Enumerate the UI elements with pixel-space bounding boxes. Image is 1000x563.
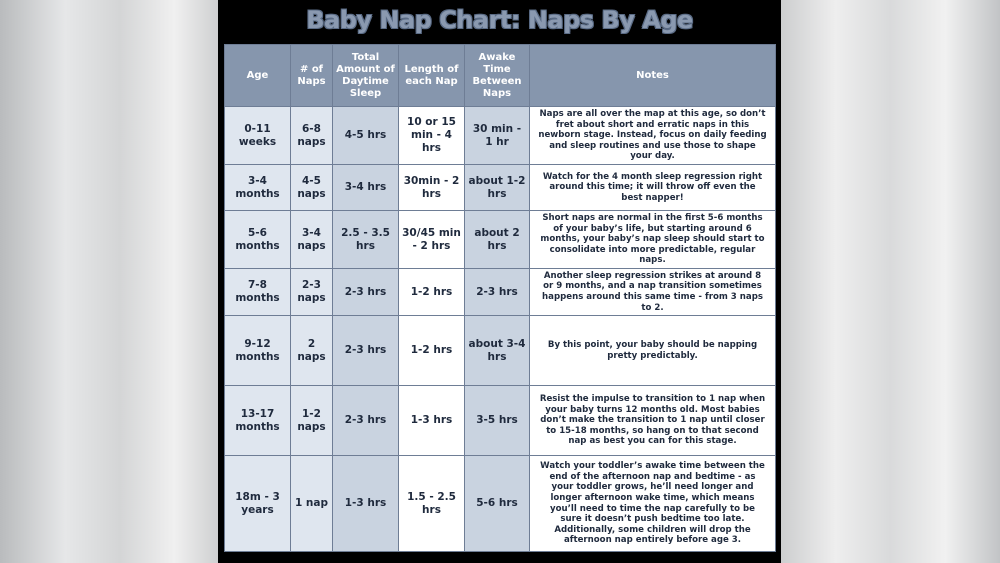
- table-row: [225, 456, 776, 552]
- nap-chart-table: [224, 44, 776, 552]
- table-row: [225, 211, 776, 269]
- cell-naps: 3-4 naps: [291, 211, 333, 269]
- cell-length: 10 or 15 min - 4 hrs: [399, 107, 465, 165]
- cell-age: 7-8 months: [225, 269, 291, 316]
- cell-notes: Resist the impulse to transition to 1 nap when your baby turns 12 months old. Most babies don’t make the transition to 1 nap until closer to 15-18 months, so hang on to that second nap as best you can for this stage.: [530, 386, 776, 456]
- blurred-background-right: [781, 0, 1000, 563]
- cell-naps: 4-5 naps: [291, 165, 333, 211]
- cell-age: 0-11 weeks: [225, 107, 291, 165]
- cell-naps: 1-2 naps: [291, 386, 333, 456]
- cell-length: 1.5 - 2.5 hrs: [399, 456, 465, 552]
- cell-length: 1-2 hrs: [399, 316, 465, 386]
- cell-age: 9-12 months: [225, 316, 291, 386]
- cell-length: 30min - 2 hrs: [399, 165, 465, 211]
- cell-notes: Another sleep regression strikes at around 8 or 9 months, and a nap transition sometimes happens around this same time - from 3 naps to 2.: [530, 269, 776, 316]
- cell-awake: 30 min - 1 hr: [465, 107, 530, 165]
- cell-naps: 6-8 naps: [291, 107, 333, 165]
- cell-age: 18m - 3 years: [225, 456, 291, 552]
- cell-length: 30/45 min - 2 hrs: [399, 211, 465, 269]
- cell-length: 1-2 hrs: [399, 269, 465, 316]
- table-row: [225, 386, 776, 456]
- cell-total: 2-3 hrs: [333, 269, 399, 316]
- table-row: [225, 269, 776, 316]
- header-row: [225, 45, 776, 107]
- cell-age: 3-4 months: [225, 165, 291, 211]
- blurred-background-left: [0, 0, 218, 563]
- cell-notes: Naps are all over the map at this age, so don’t fret about short and erratic naps in this newborn stage. Instead, focus on daily feeding and sleep routines and use those to shape your day.: [530, 107, 776, 165]
- cell-age: 5-6 months: [225, 211, 291, 269]
- header-age: Age: [225, 45, 291, 107]
- cell-naps: 2-3 naps: [291, 269, 333, 316]
- cell-naps: 1 nap: [291, 456, 333, 552]
- cell-total: 2-3 hrs: [333, 386, 399, 456]
- cell-total: 2.5 - 3.5 hrs: [333, 211, 399, 269]
- cell-length: 1-3 hrs: [399, 386, 465, 456]
- cell-total: 1-3 hrs: [333, 456, 399, 552]
- header-naps: # of Naps: [291, 45, 333, 107]
- table-row: [225, 165, 776, 211]
- cell-total: 2-3 hrs: [333, 316, 399, 386]
- cell-notes: Watch your toddler’s awake time between the end of the afternoon nap and bedtime - as your toddler grows, he’ll need longer and longer afternoon wake time, which means you’ll need to time the nap carefully to be sure it doesn’t push bedtime too late. Additionally, some children will drop the afternoon nap entirely before age 3.: [530, 456, 776, 552]
- header-notes: Notes: [530, 45, 776, 107]
- cell-naps: 2 naps: [291, 316, 333, 386]
- header-awake-time: Awake Time Between Naps: [465, 45, 530, 107]
- cell-notes: Watch for the 4 month sleep regression right around this time; it will throw off even the best napper!: [530, 165, 776, 211]
- cell-awake: about 2 hrs: [465, 211, 530, 269]
- cell-total: 4-5 hrs: [333, 107, 399, 165]
- chart-panel: [218, 0, 781, 563]
- table-row: [225, 316, 776, 386]
- cell-awake: 3-5 hrs: [465, 386, 530, 456]
- header-nap-length: Length of each Nap: [399, 45, 465, 107]
- cell-awake: about 3-4 hrs: [465, 316, 530, 386]
- cell-awake: 5-6 hrs: [465, 456, 530, 552]
- header-total-sleep: Total Amount of Daytime Sleep: [333, 45, 399, 107]
- page-title: Baby Nap Chart: Naps By Age: [306, 6, 693, 34]
- cell-age: 13-17 months: [225, 386, 291, 456]
- cell-total: 3-4 hrs: [333, 165, 399, 211]
- cell-notes: By this point, your baby should be napping pretty predictably.: [530, 316, 776, 386]
- table-row: [225, 107, 776, 165]
- cell-awake: about 1-2 hrs: [465, 165, 530, 211]
- cell-notes: Short naps are normal in the first 5-6 months of your baby’s life, but starting around 6 months, your baby’s nap sleep should start to consolidate into more predictable, regular naps.: [530, 211, 776, 269]
- cell-awake: 2-3 hrs: [465, 269, 530, 316]
